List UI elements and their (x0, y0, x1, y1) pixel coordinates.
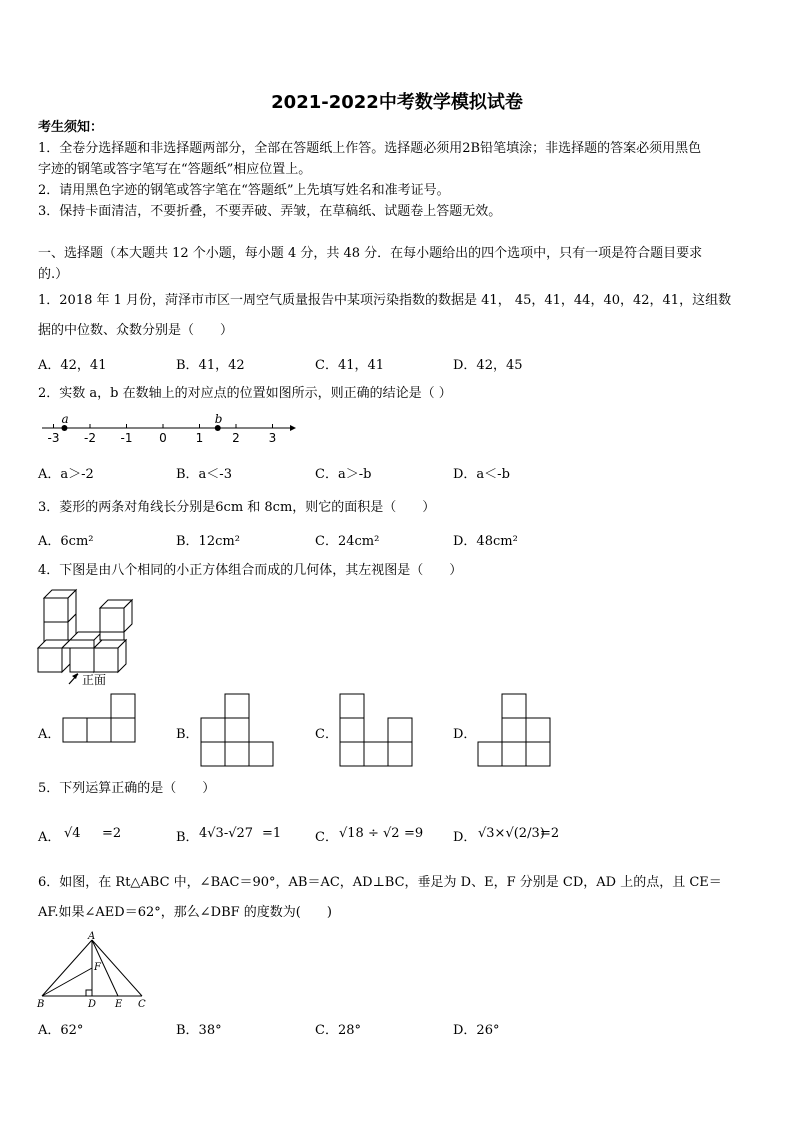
q6-option-c: C．28° (315, 1023, 361, 1038)
page-title: 2021-2022中考数学模拟试卷 (271, 92, 523, 113)
q2-option-b: B．a＜-3 (176, 467, 232, 482)
q5-option-c-expr: √18 ÷ √2 (339, 826, 400, 841)
q1-option-a: A．42，41 (38, 358, 107, 373)
label-e: E (115, 999, 123, 1010)
axis-tick-label: 1 (195, 431, 204, 445)
triangle-figure (34, 930, 164, 1010)
axis-arrow (290, 425, 296, 431)
label-a: A (88, 931, 96, 942)
point-a-label: a (61, 412, 69, 426)
question-5: 5．下列运算正确的是（ ） (38, 781, 216, 796)
q4-option-d-letter: D． (453, 727, 477, 742)
question-1-cont: 据的中位数、众数分别是（ ） (38, 323, 234, 338)
notice-heading: 考生须知： (38, 120, 104, 135)
q5-option-d-letter: D． (453, 830, 477, 845)
q5-option-b-letter: B． (176, 830, 199, 845)
question-6: 6．如图，在 Rt△ABC 中，∠BAC＝90°，AB＝AC，AD⊥BC，垂足为 D、E，F 分别是 CD，AD 上的点，且 CE＝ (38, 875, 722, 890)
q5-option-b-result: =1 (262, 826, 282, 841)
question-6-cont: AF.如果∠AED＝62°，那么∠DBF 的度数为( ) (38, 905, 332, 920)
q4-option-a-figure (61, 693, 141, 745)
q3-option-a: A．6cm² (38, 534, 94, 549)
q1-option-d: D．42，45 (453, 358, 523, 373)
front-label: 正面 (82, 673, 107, 687)
label-c: C (138, 999, 146, 1010)
q1-option-b: B．41，42 (176, 358, 245, 373)
q4-option-c-figure (339, 693, 419, 769)
q2-option-a: A．a＞-2 (38, 467, 94, 482)
label-f: F (94, 962, 101, 973)
question-3: 3．菱形的两条对角线长分别是6cm 和 8cm，则它的面积是（ ） (38, 500, 436, 515)
q6-option-b: B．38° (176, 1023, 222, 1038)
section-heading-cont: 的.） (38, 267, 69, 282)
q4-option-d-figure (477, 693, 557, 769)
q4-option-b-figure (200, 693, 280, 769)
notice-item: 3．保持卡面清洁，不要折叠，不要弄破、弄皱，在草稿纸、试题卷上答题无效。 (38, 204, 502, 219)
q4-option-c-letter: C． (315, 727, 338, 742)
q1-option-c: C．41，41 (315, 358, 385, 373)
q4-option-b-letter: B． (176, 727, 199, 742)
axis-tick-label: -1 (120, 431, 133, 445)
question-4: 4．下图是由八个相同的小正方体组合而成的几何体，其左视图是（ ） (38, 563, 463, 578)
q3-option-c: C．24cm² (315, 534, 380, 549)
q5-option-c-letter: C． (315, 830, 338, 845)
axis-tick-label: -3 (47, 431, 60, 445)
question-2: 2．实数 a，b 在数轴上的对应点的位置如图所示，则正确的结论是（ ） (38, 386, 452, 401)
axis-tick-label: 2 (232, 431, 240, 445)
q5-option-c-result: =9 (404, 826, 424, 841)
q4-option-a-letter: A． (38, 727, 61, 742)
axis-tick-label: 3 (268, 431, 277, 445)
question-1: 1．2018 年 1 月份，菏泽市市区一周空气质量报告中某项污染指数的数据是 41， 45，41，44，40，42，41，这组数 (38, 293, 732, 308)
q3-option-b: B．12cm² (176, 534, 240, 549)
q5-option-d-expr: √3×√(2/3) (478, 826, 545, 841)
label-b: B (37, 999, 45, 1010)
q5-option-d-result: =2 (540, 826, 560, 841)
q2-option-c: C．a＞-b (315, 467, 372, 482)
q6-option-d: D．26° (453, 1023, 500, 1038)
notice-item: 字迹的钢笔或答字笔写在“答题纸”相应位置上。 (38, 162, 312, 177)
section-heading: 一、选择题（本大题共 12 个小题，每小题 4 分，共 48 分．在每小题给出的四个选项中，只有一项是符合题目要求 (38, 246, 703, 261)
point-b-label: b (214, 412, 223, 426)
axis-tick-label: -2 (84, 431, 96, 445)
q3-option-d: D．48cm² (453, 534, 518, 549)
q5-option-a-expr: √4 (64, 826, 81, 841)
q5-option-a-result: =2 (102, 826, 122, 841)
q5-option-b-expr: 4√3-√27 (199, 826, 254, 841)
notice-item: 2．请用黑色字迹的钢笔或答字笔在“答题纸”上先填写姓名和准考证号。 (38, 183, 450, 198)
q5-option-a-letter: A． (38, 830, 61, 845)
q6-option-a: A．62° (38, 1023, 84, 1038)
axis-tick-label: 0 (159, 431, 167, 445)
label-d: D (88, 999, 97, 1010)
q2-option-d: D．a＜-b (453, 467, 510, 482)
notice-item: 1．全卷分选择题和非选择题两部分，全部在答题纸上作答。选择题必须用2B铅笔填涂；非选择题的答案必须用黑色 (38, 141, 702, 156)
